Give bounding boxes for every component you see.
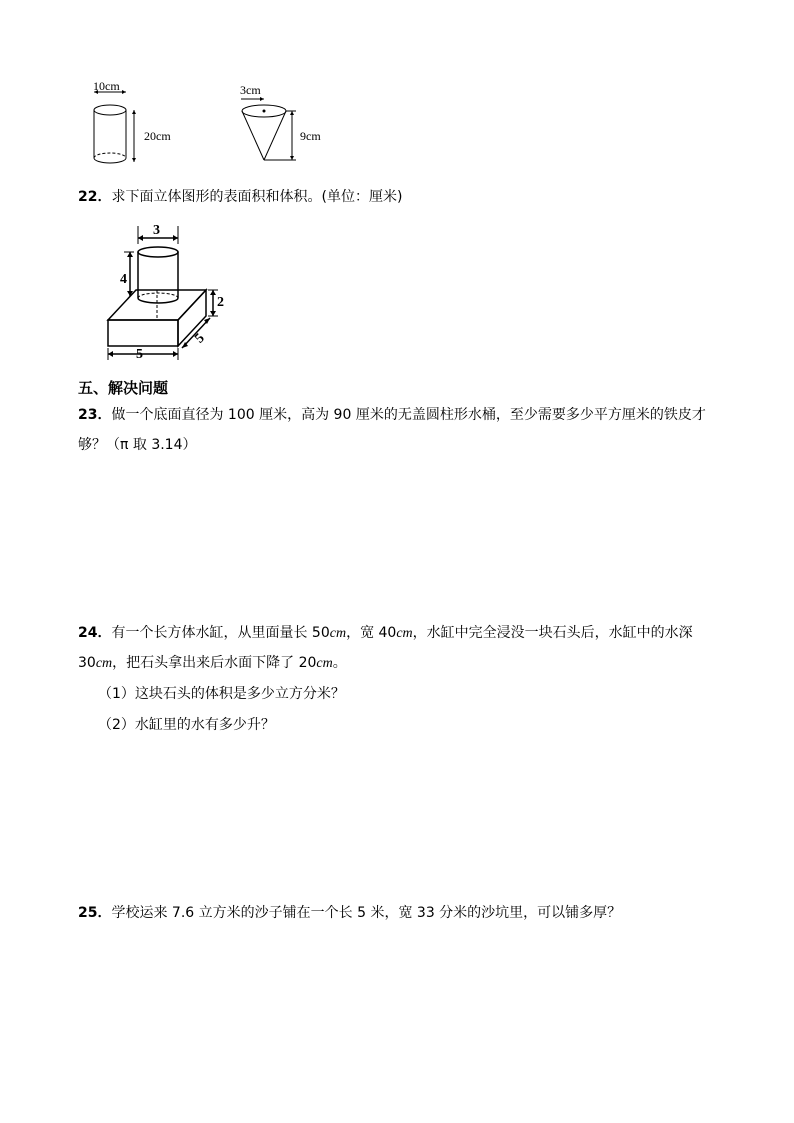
question-number: 22． xyxy=(78,189,112,205)
unit-cm: cm xyxy=(396,626,413,641)
cone-figure xyxy=(236,80,346,170)
cylinder-height-dim: 4 xyxy=(120,272,127,287)
section-title: 五、解决问题 xyxy=(78,379,169,397)
question-25 xyxy=(78,904,621,922)
cylinder-figure xyxy=(80,79,200,174)
cone-height-label: 9cm xyxy=(300,129,321,143)
cylinder-diameter-dim: 3 xyxy=(153,223,160,238)
cylinder-height-label: 20cm xyxy=(144,129,171,143)
box-length-dim: 5 xyxy=(136,347,143,362)
question-24: 24．有一个长方体水缸，从里面量长 50cm，宽 40cm，水缸中完全浸没一块石头后，水缸中的水深 xyxy=(78,625,693,641)
cone-radius-label: 3cm xyxy=(240,83,261,97)
question-text-line1: 做一个底面直径为 100 厘米，高为 90 厘米的无盖圆柱形水桶，至少需要多少平方厘米的铁皮才 xyxy=(111,407,706,423)
question-24-sub2: （2）水缸里的水有多少升？ xyxy=(98,717,275,733)
cylinder-diameter-label: 10cm xyxy=(93,79,120,93)
question-24-sub1: （1）这块石头的体积是多少立方分米？ xyxy=(98,686,345,702)
question-text: 学校运来 7.6 立方米的沙子铺在一个长 5 米，宽 33 分米的沙坑里，可以铺多厚？ xyxy=(111,905,622,921)
unit-cm: cm xyxy=(95,656,113,671)
question-22 xyxy=(78,188,402,206)
box-width-dim: 5 xyxy=(192,330,208,347)
unit-cm: cm xyxy=(316,656,333,671)
question-number: 23． xyxy=(78,407,112,423)
question-text: 求下面立体图形的表面积和体积。(单位：厘米) xyxy=(111,189,403,205)
question-number: 25． xyxy=(78,905,112,921)
question-23-line2: 够？（π 取 3.14） xyxy=(78,437,197,453)
unit-cm: cm xyxy=(329,626,347,641)
question-number: 24． xyxy=(78,625,112,641)
composite-solid-figure xyxy=(100,224,240,364)
question-23 xyxy=(78,406,706,424)
box-height-dim: 2 xyxy=(217,295,224,310)
question-24-line2: 30cm，把石头拿出来后水面下降了 20cm。 xyxy=(78,655,347,671)
